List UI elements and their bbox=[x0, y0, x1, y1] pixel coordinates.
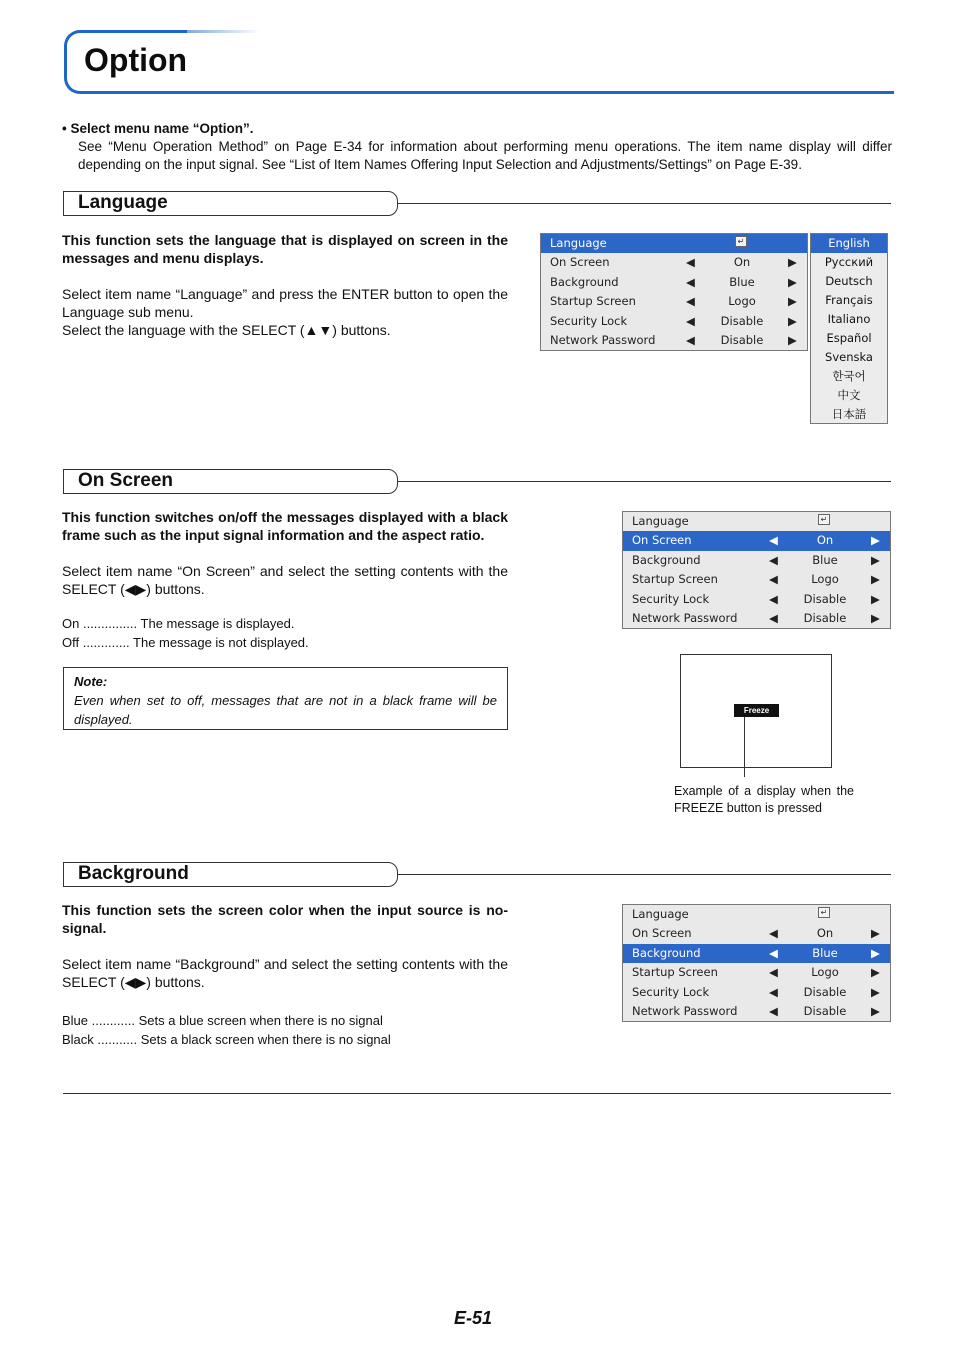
bottom-rule bbox=[63, 1093, 891, 1094]
menu-row-on-screen[interactable]: On Screen ◀ On ▶ bbox=[550, 255, 797, 270]
leader-line bbox=[744, 717, 745, 777]
menu-row-language[interactable]: Language ↵ bbox=[623, 512, 890, 531]
title-frame bbox=[64, 30, 894, 94]
menu-row-on-screen[interactable]: On Screen ◀ On ▶ bbox=[623, 531, 890, 550]
language-option[interactable]: Français bbox=[825, 293, 873, 307]
language-text bbox=[62, 231, 508, 339]
definition-row: On ............... The message is displayed. bbox=[62, 616, 295, 631]
note-box bbox=[63, 667, 508, 730]
left-arrow-icon[interactable]: ◀ bbox=[769, 533, 778, 548]
language-option[interactable]: Русский bbox=[824, 255, 874, 269]
language-option[interactable]: 日本語 bbox=[831, 407, 867, 421]
language-para1: Select item name “Language” and press the ENTER button to open the Language sub menu. bbox=[62, 286, 508, 320]
background-text bbox=[62, 901, 508, 991]
page-title: Option bbox=[84, 42, 188, 78]
right-arrow-icon[interactable]: ▶ bbox=[871, 572, 880, 587]
left-arrow-icon[interactable]: ◀ bbox=[769, 552, 778, 567]
menu-row-background[interactable]: Background ◀ Blue ▶ bbox=[632, 552, 880, 567]
osd-menu-background bbox=[622, 904, 891, 1022]
right-arrow-icon[interactable]: ▶ bbox=[788, 332, 797, 347]
background-lead: This function sets the screen color when the input source is no-signal. bbox=[62, 902, 508, 936]
right-arrow-icon[interactable]: ▶ bbox=[788, 313, 797, 328]
on-screen-text bbox=[62, 508, 508, 598]
left-arrow-icon[interactable]: ◀ bbox=[769, 945, 778, 960]
right-arrow-icon[interactable]: ▶ bbox=[788, 294, 797, 309]
menu-row-network-password[interactable]: Network Password ◀ Disable ▶ bbox=[632, 1003, 880, 1018]
menu-row-on-screen[interactable]: On Screen ◀ On ▶ bbox=[632, 926, 880, 941]
left-arrow-icon[interactable]: ◀ bbox=[686, 294, 695, 309]
left-arrow-icon[interactable]: ◀ bbox=[686, 332, 695, 347]
menu-row-network-password[interactable]: Network Password ◀ Disable ▶ bbox=[550, 332, 797, 347]
freeze-message-label: Freeze bbox=[734, 704, 779, 717]
section-title: Background bbox=[78, 863, 189, 884]
on-screen-lead: This function switches on/off the messages displayed with a black frame such as the input signal information and the aspect ratio. bbox=[62, 509, 508, 543]
right-arrow-icon[interactable]: ▶ bbox=[871, 945, 880, 960]
menu-row-security-lock[interactable]: Security Lock ◀ Disable ▶ bbox=[632, 591, 880, 606]
right-arrow-icon[interactable]: ▶ bbox=[871, 552, 880, 567]
definition-row: Black ........... Sets a black screen when there is no signal bbox=[62, 1032, 391, 1047]
section-header-background bbox=[63, 862, 891, 888]
menu-row-startup-screen[interactable]: Startup Screen ◀ Logo ▶ bbox=[550, 294, 797, 309]
language-option[interactable]: 中文 bbox=[837, 388, 861, 402]
left-arrow-icon[interactable]: ◀ bbox=[686, 274, 695, 289]
osd-menu-language bbox=[540, 233, 808, 351]
section-header-on-screen bbox=[63, 469, 891, 495]
enter-icon: ↵ bbox=[735, 236, 747, 247]
left-arrow-icon[interactable]: ◀ bbox=[769, 591, 778, 606]
intro bbox=[62, 120, 892, 174]
menu-row-security-lock[interactable]: Security Lock ◀ Disable ▶ bbox=[550, 313, 797, 328]
on-screen-definitions bbox=[62, 614, 309, 652]
left-arrow-icon[interactable]: ◀ bbox=[769, 610, 778, 625]
menu-row-language[interactable]: Language ↵ bbox=[623, 905, 890, 924]
page-number: E-51 bbox=[454, 1308, 493, 1328]
right-arrow-icon[interactable]: ▶ bbox=[871, 965, 880, 980]
section-rule bbox=[398, 874, 891, 875]
language-option[interactable]: Italiano bbox=[827, 312, 871, 326]
language-option[interactable]: Svenska bbox=[825, 350, 873, 364]
intro-bullet-heading: • Select menu name “Option”. bbox=[62, 121, 254, 136]
right-arrow-icon[interactable]: ▶ bbox=[871, 610, 880, 625]
definition-row: Blue ............ Sets a blue screen when there is no signal bbox=[62, 1013, 383, 1028]
section-title: On Screen bbox=[78, 470, 174, 491]
right-arrow-icon[interactable]: ▶ bbox=[871, 984, 880, 999]
on-screen-para1: Select item name “On Screen” and select the setting contents with the SELECT (◀▶) buttons. bbox=[62, 563, 508, 597]
intro-body: See “Menu Operation Method” on Page E-34 for information about performing menu operations. The item name display will differ depending on the input signal. See “List of Item Names Offering Input Selection and Adjustments/Settings” on Page E-39. bbox=[78, 139, 892, 172]
left-arrow-icon[interactable]: ◀ bbox=[769, 926, 778, 941]
note-title: Note: bbox=[74, 674, 108, 689]
background-definitions bbox=[62, 1011, 391, 1049]
enter-icon: ↵ bbox=[818, 514, 830, 525]
language-submenu bbox=[810, 233, 888, 424]
definition-row: Off ............. The message is not displayed. bbox=[62, 635, 309, 650]
right-arrow-icon[interactable]: ▶ bbox=[788, 255, 797, 270]
left-arrow-icon[interactable]: ◀ bbox=[769, 984, 778, 999]
menu-row-background[interactable]: Background ◀ Blue ▶ bbox=[623, 944, 890, 963]
language-para2: Select the language with the SELECT (▲▼) buttons. bbox=[62, 322, 391, 338]
title-fade-accent bbox=[130, 30, 260, 33]
menu-row-language[interactable]: Language ↵ bbox=[541, 234, 807, 253]
left-arrow-icon[interactable]: ◀ bbox=[686, 255, 695, 270]
osd-menu-on-screen bbox=[622, 511, 891, 629]
menu-row-startup-screen[interactable]: Startup Screen ◀ Logo ▶ bbox=[632, 965, 880, 980]
section-rule bbox=[398, 203, 891, 204]
section-title: Language bbox=[78, 192, 168, 213]
right-arrow-icon[interactable]: ▶ bbox=[788, 274, 797, 289]
language-option[interactable]: 한국어 bbox=[832, 369, 866, 383]
menu-row-startup-screen[interactable]: Startup Screen ◀ Logo ▶ bbox=[632, 572, 880, 587]
right-arrow-icon[interactable]: ▶ bbox=[871, 533, 880, 548]
section-header-language bbox=[63, 191, 891, 217]
background-para1: Select item name “Background” and select the setting contents with the SELECT (◀▶) buttons. bbox=[62, 956, 508, 990]
right-arrow-icon[interactable]: ▶ bbox=[871, 926, 880, 941]
menu-row-background[interactable]: Background ◀ Blue ▶ bbox=[550, 274, 797, 289]
language-lead: This function sets the language that is displayed on screen in the messages and menu displays. bbox=[62, 232, 508, 266]
left-arrow-icon[interactable]: ◀ bbox=[686, 313, 695, 328]
enter-icon: ↵ bbox=[818, 907, 830, 918]
left-arrow-icon[interactable]: ◀ bbox=[769, 965, 778, 980]
freeze-caption: Example of a display when the FREEZE button is pressed bbox=[674, 784, 854, 815]
language-option[interactable]: English bbox=[811, 234, 887, 253]
menu-row-security-lock[interactable]: Security Lock ◀ Disable ▶ bbox=[632, 984, 880, 999]
language-option[interactable]: Español bbox=[826, 331, 872, 345]
section-rule bbox=[398, 481, 891, 482]
note-body: Even when set to off, messages that are not in a black frame will be displayed. bbox=[74, 693, 497, 727]
menu-row-network-password[interactable]: Network Password ◀ Disable ▶ bbox=[632, 610, 880, 625]
left-arrow-icon[interactable]: ◀ bbox=[769, 1003, 778, 1018]
right-arrow-icon[interactable]: ▶ bbox=[871, 1003, 880, 1018]
right-arrow-icon[interactable]: ▶ bbox=[871, 591, 880, 606]
language-option[interactable]: Deutsch bbox=[825, 274, 873, 288]
left-arrow-icon[interactable]: ◀ bbox=[769, 572, 778, 587]
